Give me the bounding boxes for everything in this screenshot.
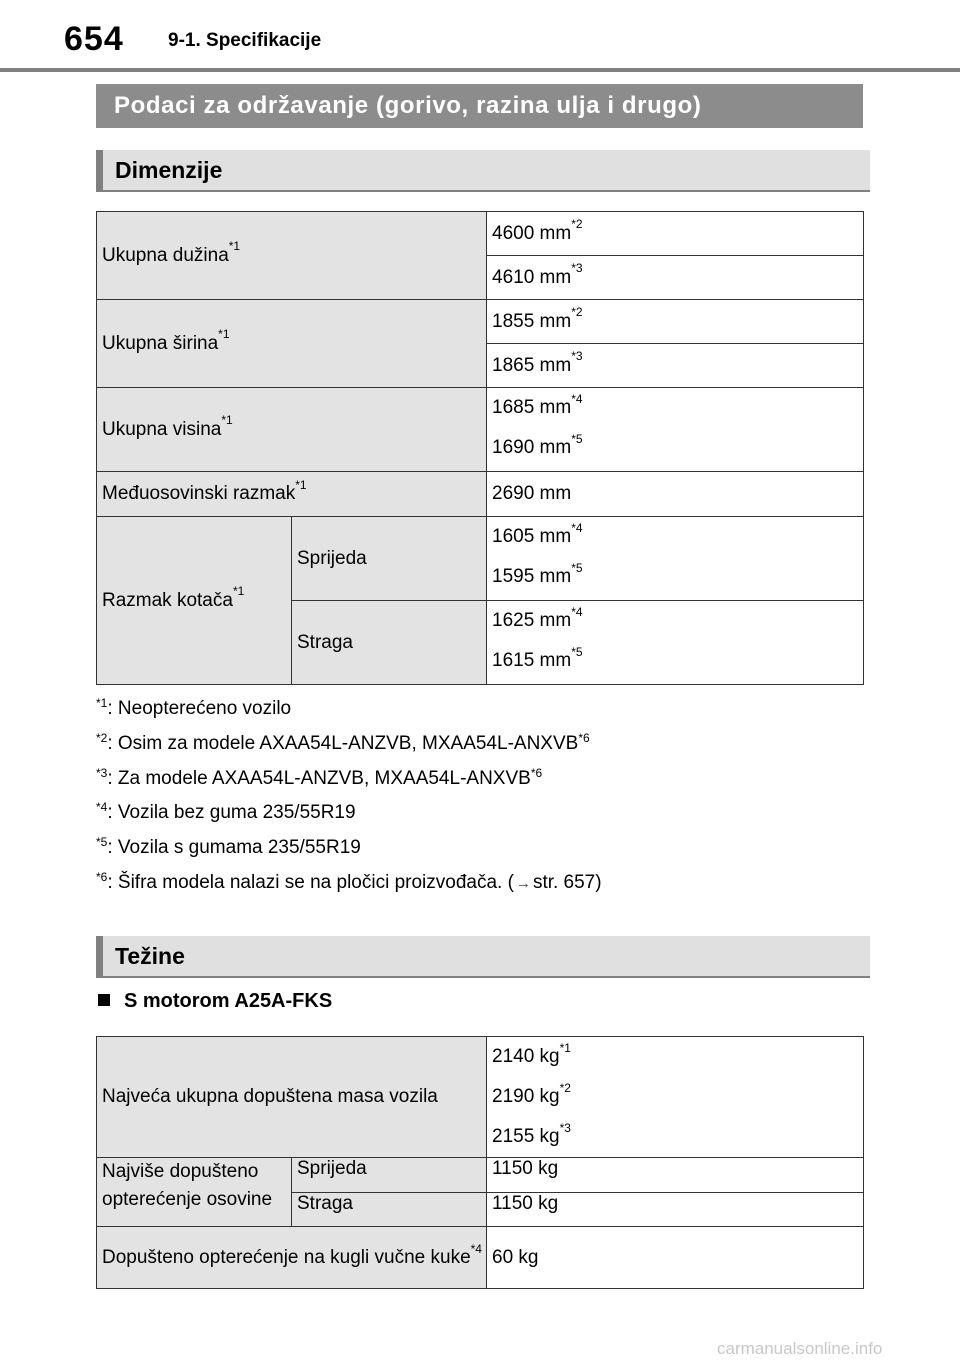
axle-rear-value-cell	[487, 1193, 864, 1227]
footnote-mark: *6	[96, 869, 108, 884]
length-label: Ukupna dužina	[102, 244, 229, 266]
wheelbase-value-cell	[487, 472, 864, 517]
weights-heading: Težine	[96, 936, 870, 978]
footnote-text: : Osim za modele AXAA54L-ANZVB, MXAA54L-ANXVB	[107, 732, 579, 754]
height-value-cell	[487, 388, 864, 472]
length-value-cell	[487, 212, 864, 256]
table-row	[97, 300, 864, 344]
footnote-mark: *1	[559, 1040, 571, 1055]
gvm-value-line	[492, 1117, 863, 1157]
dimensions-heading: Dimenzije	[96, 150, 870, 192]
engine-heading	[98, 990, 332, 1013]
length-value: 4600 mm	[492, 222, 572, 244]
table-row	[97, 472, 864, 517]
tread-value: 1615 mm	[492, 650, 572, 671]
height-label-cell	[97, 388, 487, 472]
table-row	[97, 517, 864, 601]
footnote-mark: *3	[559, 1120, 571, 1135]
table-row	[97, 1037, 864, 1158]
footnote-text: : Neopterećeno vozilo	[107, 698, 292, 719]
height-value: 1690 mm	[492, 437, 572, 458]
width-value: 1865 mm	[492, 354, 572, 376]
tread-value-line	[492, 517, 863, 557]
weights-table	[96, 1036, 864, 1289]
gvm-value-cell	[487, 1037, 864, 1158]
wheelbase-value: 2690 mm	[492, 483, 572, 504]
tread-value: 1605 mm	[492, 526, 572, 547]
tread-value-line	[492, 641, 863, 681]
table-row	[97, 212, 864, 256]
axle-label-cell	[97, 1158, 292, 1227]
table-row	[97, 1158, 864, 1193]
height-label: Ukupna visina	[102, 418, 222, 440]
footnote-text: : Šifra modela nalazi se na pločici proizvođača. (	[107, 871, 514, 893]
footnote-text: : Za modele AXAA54L-ANZVB, MXAA54L-ANXVB	[107, 767, 531, 789]
square-bullet-icon	[98, 994, 110, 1006]
footnote-mark: *5	[571, 560, 583, 575]
dimensions-table	[96, 211, 864, 685]
footnote-mark: *2	[571, 305, 583, 320]
footnote-mark: *5	[571, 644, 583, 659]
axle-rear-label-cell	[292, 1193, 487, 1227]
axle-rear-label: Straga	[297, 1193, 353, 1214]
gvm-value: 2190 kg	[492, 1086, 560, 1107]
footnote-mark: *4	[571, 604, 583, 619]
page-title: Podaci za održavanje (gorivo, razina ulja i drugo)	[96, 84, 863, 128]
footnote-mark: *1	[232, 584, 245, 599]
footnote-mark: *5	[571, 431, 583, 446]
height-value: 1685 mm	[492, 397, 572, 418]
watermark: carmanualsonline.info	[717, 1339, 883, 1358]
gvm-label: Najveća ukupna dopuštena masa vozila	[102, 1086, 438, 1107]
axle-front-value: 1150 kg	[492, 1158, 559, 1179]
footnote-mark: *1	[218, 327, 230, 342]
footnote-item	[96, 764, 602, 799]
width-value-cell	[487, 344, 864, 388]
section-label: 9-1. Specifikacije	[168, 30, 322, 51]
length-value: 4610 mm	[492, 266, 572, 288]
gvm-label-cell	[97, 1037, 487, 1158]
footnote-mark: *4	[96, 800, 108, 815]
tow-label-cell	[97, 1227, 487, 1289]
width-value-cell	[487, 300, 864, 344]
length-value-cell	[487, 256, 864, 300]
tread-rear-label: Straga	[297, 631, 353, 653]
tread-value-line	[492, 601, 863, 641]
tread-front-label: Sprijeda	[297, 547, 367, 569]
footnote-mark: *1	[221, 413, 233, 428]
footnote-mark: *3	[571, 349, 583, 364]
footnote-mark: *6	[578, 730, 590, 745]
axle-rear-value: 1150 kg	[492, 1193, 559, 1214]
gvm-value: 2155 kg	[492, 1126, 560, 1147]
footnote-mark: *3	[96, 765, 108, 780]
footnote-item	[96, 729, 602, 764]
table-row	[97, 1227, 864, 1289]
footnote-mark: *1	[96, 696, 108, 710]
width-label-cell	[97, 300, 487, 388]
tread-front-value-cell	[487, 517, 864, 601]
axle-front-label-cell	[292, 1158, 487, 1193]
tread-label-cell	[97, 517, 292, 685]
height-value-line	[492, 388, 863, 428]
page-header	[0, 0, 960, 72]
footnote-mark: *4	[470, 1241, 482, 1256]
tread-label: Razmak kotača	[102, 589, 233, 611]
tow-label: Dopušteno opterećenje na kugli vučne kuke	[102, 1247, 471, 1268]
wheelbase-label: Međuosovinski razmak	[102, 483, 296, 504]
wheelbase-label-cell	[97, 472, 487, 517]
footnote-item	[96, 833, 602, 868]
engine-heading-text: S motorom A25A-FKS	[124, 990, 333, 1012]
tread-rear-label-cell	[292, 601, 487, 685]
footnote-mark: *2	[559, 1080, 571, 1095]
tow-value: 60 kg	[492, 1246, 539, 1268]
gvm-value-line	[492, 1037, 863, 1077]
footnote-mark: *3	[571, 261, 583, 276]
width-value: 1855 mm	[492, 310, 572, 332]
tread-value-line	[492, 557, 863, 597]
footnote-mark: *6	[530, 765, 543, 780]
footnotes	[96, 694, 602, 903]
axle-front-value-cell	[487, 1158, 864, 1193]
footnote-text: : Vozila s gumama 235/55R19	[107, 837, 361, 859]
footnote-mark: *1	[228, 239, 241, 254]
footnote-mark: *4	[571, 520, 583, 535]
footnote-mark: *2	[571, 217, 583, 232]
arrow-right-icon: →	[515, 874, 531, 892]
footnote-mark: *4	[571, 391, 583, 406]
footnote-mark: *5	[96, 835, 108, 850]
footnote-text: : Vozila bez guma 235/55R19	[107, 802, 356, 824]
tread-rear-value-cell	[487, 601, 864, 685]
footnote-item	[96, 798, 602, 833]
footnote-item	[96, 868, 602, 903]
length-label-cell	[97, 212, 487, 300]
footnote-item	[96, 694, 602, 729]
footnote-mark: *2	[96, 730, 108, 745]
tread-value: 1595 mm	[492, 566, 572, 587]
page-number: 654	[64, 20, 124, 58]
axle-label: Najviše dopušteno opterećenje osovine	[102, 1161, 273, 1210]
tow-value-cell	[487, 1227, 864, 1289]
gvm-value: 2140 kg	[492, 1046, 560, 1067]
gvm-value-line	[492, 1077, 863, 1117]
footnote-mark: *1	[295, 477, 307, 492]
page-reference-link[interactable]: str. 657)	[532, 871, 602, 893]
height-value-line	[492, 428, 863, 468]
tread-front-label-cell	[292, 517, 487, 601]
table-row	[97, 388, 864, 472]
tread-value: 1625 mm	[492, 610, 572, 631]
width-label: Ukupna širina	[102, 332, 219, 354]
axle-front-label: Sprijeda	[297, 1158, 367, 1179]
